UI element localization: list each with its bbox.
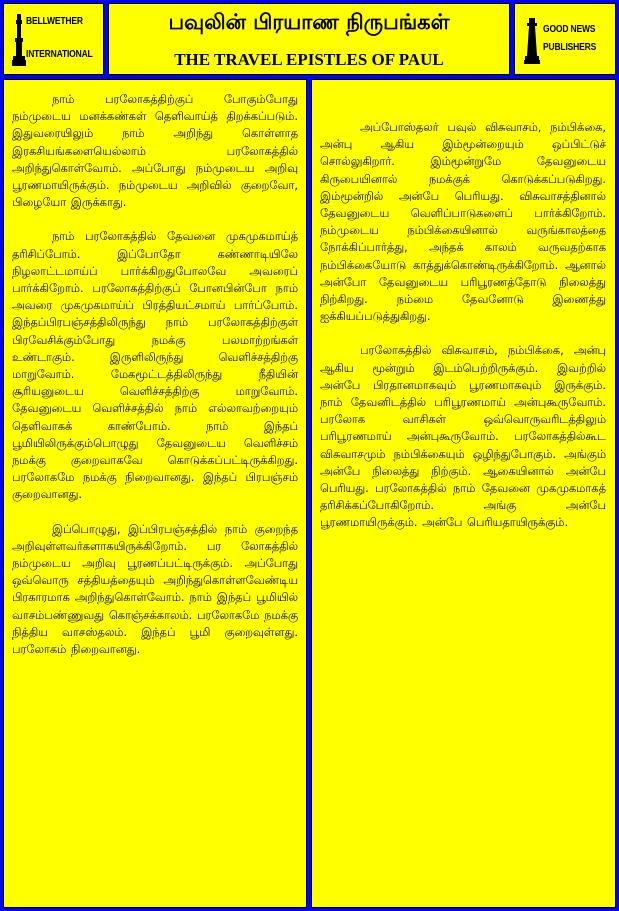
logo-left-line2: INTERNATIONAL [26, 49, 93, 60]
right-paragraph-2: பரலோகத்தில் விசுவாசம், நம்பிக்கை, அன்பு ஆகிய மூன்றும் இடம்பெற்றிருக்கும். இவற்றில் அன்பே பிரதானமாகவும் பூரணமாகவும் இருக்கும். நாம் தேவனிடத்தில் பரிபூரணமாய் அன்புகூருவோம். பரலோக வாசிகள் ஒவ்வொருவரிடத்திலும் பரிபூரணமாய் அன்புகூருவோம். பரலோகத்தில்கூட விசுவாசமும் நம்பிக்கையும் ஒழிந்துபோகும். அங்கும் அன்பே நிலைத்து நிற்கும். ஆகையினால் அன்பே பெரியது. பரலோகத்தில் நாம் தேவனை முகமுகமாகத் தரிசிக்கப்போகிறோம். அங்கு அன்பே பூரணமாயிருக்கும். அன்பே பெரியதாயிருக்கும். [320, 343, 606, 530]
lighthouse-icon [524, 18, 540, 64]
left-paragraph-3: இப்பொழுது, இப்பிரபஞ்சத்தில் நாம் குறைந்த அறிவுள்ளவர்களாகயிருக்கிறோம். பர லோகத்தில் நம்முடைய அறிவு பூரணப்பட்டிருக்கும். அப்போது ஒவ்வொரு சத்தியத்தையும் அறிந்துகொள்ளவேண்டிய பிரகாரமாக அறிந்துகொள்வோம். நாம் இந்தப் பூமியில் வாசம்பண்ணுவது கொஞ்சக்காலம். பரலோகமே நமக்கு நித்திய வாசஸ்தலம். இந்தப் பூமி குறைவுள்ளது. பரலோகம் நிறைவானது. [12, 521, 298, 657]
bellwether-logo [3, 3, 104, 75]
right-paragraph-1: அப்போஸ்தலர் பவுல் விசுவாசம், நம்பிக்கை, அன்பு ஆகிய இம்மூன்றையும் ஒப்பிட்டுச் சொல்லுகிறார். இம்மூன்றுமே தேவனுடைய கிருபையினால் நமக்குக் கொடுக்கப்படுகிறது. இம்மூன்றில் அன்பே பெரியது. விசுவாசத்தினால் தேவனுடைய வெளிப்பாடுகளைப் பார்க்கிறோம். நம்முடைய நம்பிக்கையினால் வருங்காலத்தை நோக்கிப்பார்த்து, அந்தக் காலம் வருவதற்காக நம்பிக்கையோடு காத்துக்கொண்டிருக்கிறோம். ஆனால் அன்போ தேவனுடைய பரிபூரணத்தோடு நிலைத்து நிற்கிறது. நம்மை தேவனோடு இணைத்து ஐக்கியப்படுத்துகிறது. [320, 120, 606, 324]
left-column [3, 79, 307, 908]
title-banner [108, 3, 510, 75]
right-column-text [320, 119, 606, 549]
title-tamil: பவுலின் பிரயாண நிருபங்கள் [168, 10, 450, 34]
logo-left-line1: BELLWETHER [26, 16, 83, 27]
tower-icon [12, 12, 26, 68]
left-paragraph-2: நாம் பரலோகத்தில் தேவனை முகமுகமாய்த் தரிசிப்போம். இப்போதோ கண்ணாடியிலே நிழலாட்டமாய்ப் பார்க்கிறதுபோலவே அவரைப் பார்க்கிறோம். பரலோகத்திற்குப் போனபின்போ நாம் அவரை முகமுகமாய்ப் பிரத்தியட்சமாய் பார்ப்போம். இந்தப்பிரபஞ்சத்திலிருந்து நாம் பரலோகத்திற்குள் பிரவேசிக்கும்போது நமக்கு பலமாற்றங்கள் உண்டாகும். இருளிலிருந்து வெளிச்சத்திற்கு மாறுவோம். மேகமூட்டத்திலிருந்து நீதியின் சூரியனுடைய வெளிச்சத்திற்கு மாறுவோம். தேவனுடைய வெளிச்சத்தில் நாம் எல்லாவற்றையும் தெளிவாகக் காண்போம். நாம் இந்தப் பூமியிலிருக்கும்பொழுது தேவனுடைய வெளிச்சம் நமக்கு குறைவாகவே கொடுக்கப்பட்டிருக்கிறது. பரலோகமே நமக்கு நிறைவானது. இந்தப் பிரபஞ்சம் குறைவானது. [12, 229, 298, 502]
good-news-publishers-logo [514, 3, 616, 75]
left-paragraph-1: நாம் பரலோகத்திற்குப் போகும்போது நம்முடைய மனக்கண்கள் தெளிவாய்த் திறக்கப்படும். இதுவரையிலும் நாம் அறிந்து கொள்ளாத இரகசியங்களையெல்லாம் பரலோகத்தில் அறிந்துகொள்வோம். அப்போது நம்முடைய அறிவு பூரணமாயிருக்கும். நம்முடைய அறிவில் குறைவோ, பிழையோ இருக்காது. [12, 92, 298, 210]
left-column-text [12, 91, 298, 675]
right-column [311, 79, 616, 908]
logo-right-line2: PUBLISHERS [543, 42, 597, 53]
logo-right-line1: GOOD NEWS [543, 24, 596, 35]
title-english: THE TRAVEL EPISTLES OF PAUL [174, 50, 444, 69]
